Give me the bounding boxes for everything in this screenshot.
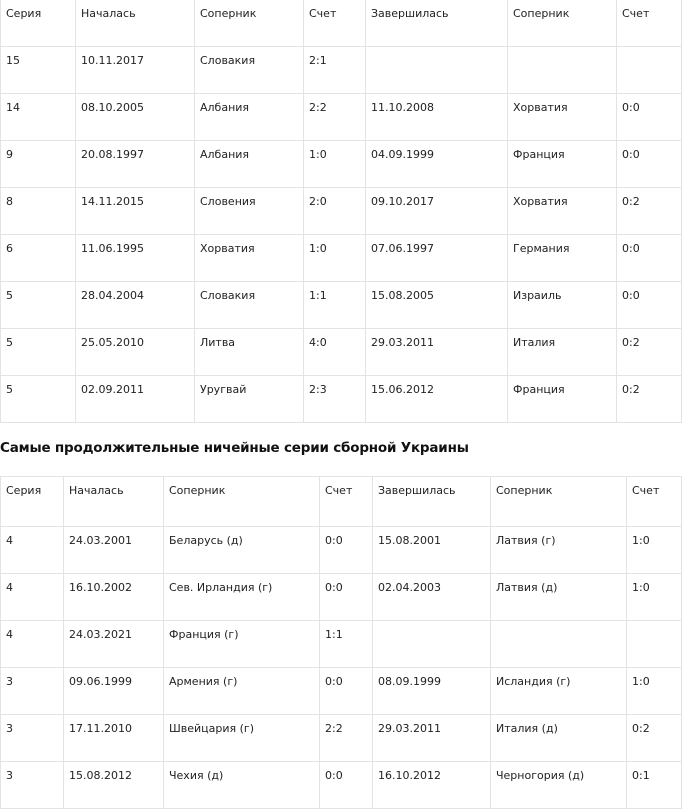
table-row	[1, 621, 682, 668]
cell-started: 24.03.2021	[64, 621, 164, 668]
cell-opponent-end	[491, 621, 627, 668]
cell-started: 14.11.2015	[76, 188, 195, 235]
table-row	[1, 141, 682, 188]
table-header-row	[1, 0, 682, 47]
column-header-score-end: Счет	[627, 477, 682, 527]
cell-opponent-end: Германия	[508, 235, 617, 282]
cell-score-start: 2:2	[304, 94, 366, 141]
cell-opponent-start: Сев. Ирландия (г)	[164, 574, 320, 621]
draw-series-table	[0, 476, 682, 809]
table-row	[1, 282, 682, 329]
table-row	[1, 329, 682, 376]
cell-ended: 15.06.2012	[366, 376, 508, 423]
cell-ended	[373, 621, 491, 668]
cell-started: 08.10.2005	[76, 94, 195, 141]
table-row	[1, 235, 682, 282]
cell-opponent-end: Исландия (г)	[491, 668, 627, 715]
cell-started: 02.09.2011	[76, 376, 195, 423]
cell-score-start: 2:2	[320, 715, 373, 762]
cell-opponent-start: Албания	[195, 141, 304, 188]
table-row	[1, 527, 682, 574]
cell-score-end: 0:0	[617, 94, 682, 141]
cell-score-start: 2:3	[304, 376, 366, 423]
cell-opponent-start: Албания	[195, 94, 304, 141]
cell-opponent-start: Хорватия	[195, 235, 304, 282]
cell-series: 3	[1, 715, 64, 762]
cell-opponent-end: Италия (д)	[491, 715, 627, 762]
cell-score-start: 0:0	[320, 574, 373, 621]
cell-started: 09.06.1999	[64, 668, 164, 715]
cell-opponent-start: Беларусь (д)	[164, 527, 320, 574]
cell-ended: 11.10.2008	[366, 94, 508, 141]
column-header-ended: Завершилась	[366, 0, 508, 47]
section-heading: Самые продолжительные ничейные серии сборной Украины	[0, 440, 469, 456]
column-header-score-end: Счет	[617, 0, 682, 47]
cell-opponent-end: Латвия (д)	[491, 574, 627, 621]
cell-score-end: 0:2	[617, 376, 682, 423]
cell-series: 4	[1, 621, 64, 668]
cell-score-start: 2:1	[304, 47, 366, 94]
column-header-opponent-start: Соперник	[195, 0, 304, 47]
column-header-series: Серия	[1, 477, 64, 527]
cell-ended: 08.09.1999	[373, 668, 491, 715]
cell-score-end: 0:2	[617, 188, 682, 235]
cell-opponent-start: Словения	[195, 188, 304, 235]
cell-opponent-start: Словакия	[195, 282, 304, 329]
cell-ended	[366, 47, 508, 94]
cell-opponent-start: Швейцария (г)	[164, 715, 320, 762]
cell-score-end: 0:0	[617, 141, 682, 188]
cell-score-start: 0:0	[320, 668, 373, 715]
cell-opponent-start: Чехия (д)	[164, 762, 320, 809]
column-header-opponent-start: Соперник	[164, 477, 320, 527]
cell-ended: 15.08.2005	[366, 282, 508, 329]
cell-started: 24.03.2001	[64, 527, 164, 574]
cell-ended: 16.10.2012	[373, 762, 491, 809]
cell-opponent-end	[508, 47, 617, 94]
cell-opponent-end: Хорватия	[508, 188, 617, 235]
cell-series: 14	[1, 94, 76, 141]
cell-opponent-start: Армения (г)	[164, 668, 320, 715]
cell-series: 6	[1, 235, 76, 282]
cell-opponent-start: Уругвай	[195, 376, 304, 423]
cell-started: 20.08.1997	[76, 141, 195, 188]
cell-series: 3	[1, 668, 64, 715]
column-header-opponent-end: Соперник	[491, 477, 627, 527]
cell-series: 9	[1, 141, 76, 188]
cell-series: 4	[1, 527, 64, 574]
cell-opponent-end: Италия	[508, 329, 617, 376]
cell-series: 15	[1, 47, 76, 94]
column-header-score-start: Счет	[304, 0, 366, 47]
cell-score-end: 0:0	[617, 235, 682, 282]
cell-series: 4	[1, 574, 64, 621]
table-row	[1, 188, 682, 235]
cell-started: 25.05.2010	[76, 329, 195, 376]
cell-opponent-start: Франция (г)	[164, 621, 320, 668]
cell-ended: 02.04.2003	[373, 574, 491, 621]
cell-score-end: 0:2	[617, 329, 682, 376]
column-header-ended: Завершилась	[373, 477, 491, 527]
cell-ended: 15.08.2001	[373, 527, 491, 574]
cell-score-end	[617, 47, 682, 94]
cell-ended: 29.03.2011	[373, 715, 491, 762]
cell-opponent-start: Словакия	[195, 47, 304, 94]
cell-started: 11.06.1995	[76, 235, 195, 282]
cell-opponent-end: Хорватия	[508, 94, 617, 141]
cell-ended: 07.06.1997	[366, 235, 508, 282]
table-row	[1, 94, 682, 141]
cell-series: 5	[1, 282, 76, 329]
column-header-opponent-end: Соперник	[508, 0, 617, 47]
cell-opponent-start: Литва	[195, 329, 304, 376]
column-header-series: Серия	[1, 0, 76, 47]
cell-ended: 09.10.2017	[366, 188, 508, 235]
cell-started: 15.08.2012	[64, 762, 164, 809]
cell-score-end: 0:1	[627, 762, 682, 809]
cell-series: 3	[1, 762, 64, 809]
cell-opponent-end: Франция	[508, 141, 617, 188]
cell-score-start: 4:0	[304, 329, 366, 376]
column-header-started: Началась	[64, 477, 164, 527]
cell-score-end: 1:0	[627, 668, 682, 715]
cell-score-start: 0:0	[320, 527, 373, 574]
column-header-started: Началась	[76, 0, 195, 47]
table-row	[1, 47, 682, 94]
cell-opponent-end: Черногория (д)	[491, 762, 627, 809]
cell-score-end: 1:0	[627, 574, 682, 621]
cell-score-end: 1:0	[627, 527, 682, 574]
cell-score-start: 1:0	[304, 235, 366, 282]
cell-score-start: 0:0	[320, 762, 373, 809]
cell-ended: 29.03.2011	[366, 329, 508, 376]
cell-score-start: 2:0	[304, 188, 366, 235]
cell-score-start: 1:1	[320, 621, 373, 668]
cell-started: 10.11.2017	[76, 47, 195, 94]
cell-opponent-end: Израиль	[508, 282, 617, 329]
table-row	[1, 668, 682, 715]
cell-score-end: 0:2	[627, 715, 682, 762]
table-row	[1, 574, 682, 621]
cell-series: 8	[1, 188, 76, 235]
cell-score-end: 0:0	[617, 282, 682, 329]
table-row	[1, 715, 682, 762]
cell-score-start: 1:1	[304, 282, 366, 329]
cell-score-start: 1:0	[304, 141, 366, 188]
cell-started: 16.10.2002	[64, 574, 164, 621]
cell-started: 17.11.2010	[64, 715, 164, 762]
cell-series: 5	[1, 376, 76, 423]
cell-opponent-end: Франция	[508, 376, 617, 423]
cell-started: 28.04.2004	[76, 282, 195, 329]
column-header-score-start: Счет	[320, 477, 373, 527]
table-header-row	[1, 477, 682, 527]
table-row	[1, 762, 682, 809]
cell-score-end	[627, 621, 682, 668]
cell-opponent-end: Латвия (г)	[491, 527, 627, 574]
cell-series: 5	[1, 329, 76, 376]
cell-ended: 04.09.1999	[366, 141, 508, 188]
table-row	[1, 376, 682, 423]
